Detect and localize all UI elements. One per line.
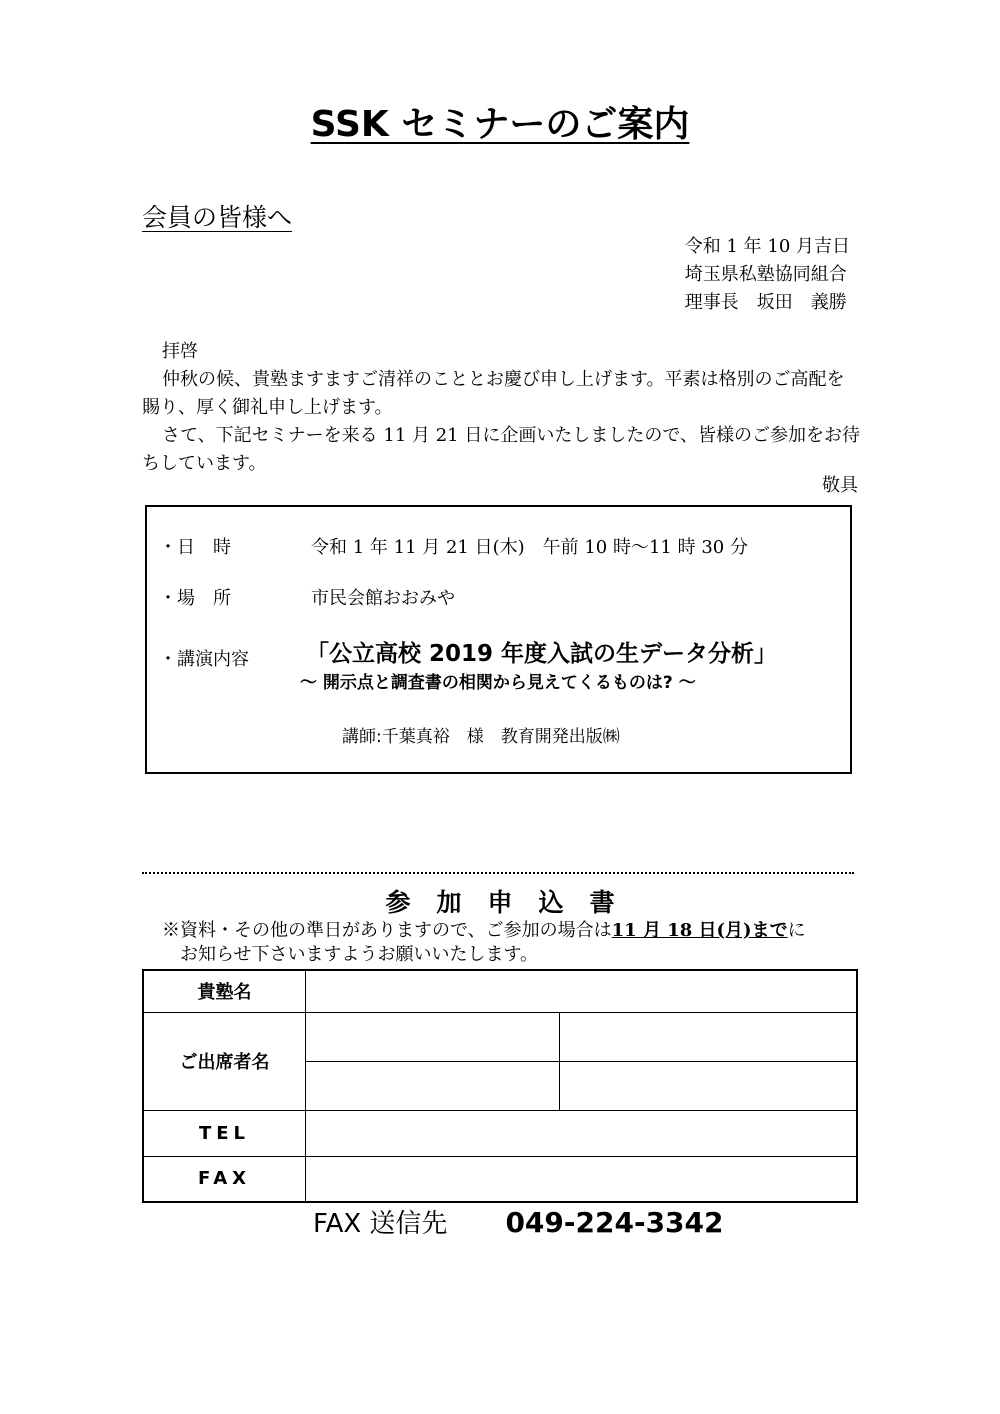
attendee-field-3[interactable] [306,1061,560,1110]
issue-date: 令和 1 年 10 月吉日 [684,236,850,257]
table-row [143,1156,857,1202]
tel-label: TEL [143,1110,306,1156]
datetime-value: 令和 1 年 11 月 21 日(木) 午前 10 時～11 時 30 分 [311,537,748,558]
table-row [143,1110,857,1156]
greeting-open: 拝啓 [162,341,198,362]
greeting-close: 敬具 [822,475,858,496]
fax-destination-number: 049-224-3342 [505,1206,724,1239]
table-row [143,970,857,1012]
letter-paragraph: さて、下記セミナーを来る 11 月 21 日に企画いたしましたので、皆様のご参加をお待ちしています。 [142,425,860,474]
fax-label: FAX [143,1156,306,1202]
form-note [162,919,806,967]
fax-field[interactable] [306,1156,858,1202]
content-label: ・講演内容 [159,649,249,670]
tel-field[interactable] [306,1110,858,1156]
lecture-subtitle: ～ 開示点と調査書の相関から見えてくるものは? ～ [300,673,696,693]
letter-paragraph: 仲秋の候、貴塾ますますご清祥のこととお慶び申し上げます。平素は格別のご高配を賜り、厚く御礼申し上げます。 [142,369,845,418]
lecture-title: 「公立高校 2019 年度入試の生データ分析」 [306,641,778,667]
school-name-label: 貴塾名 [143,970,306,1012]
page-title: SSK セミナーのご案内 [310,104,690,145]
fax-destination [313,1203,724,1240]
sender-block [685,233,850,317]
place-label: ・場 所 [159,588,231,609]
attendees-label: ご出席者名 [143,1012,306,1110]
note-line-1: ※資料・その他の準日がありますので、ご参加の場合は11 月 18 日(月)までに [162,920,806,941]
cut-line-divider [142,872,854,874]
lecturer-name: 講師:千葉真裕 様 教育開発出版㈱ [342,727,620,747]
attendee-field-2[interactable] [560,1012,858,1061]
datetime-label: ・日 時 [159,537,231,558]
attendee-field-4[interactable] [560,1061,858,1110]
school-name-field[interactable] [306,970,858,1012]
chairman-name: 理事長 坂田 義勝 [684,292,847,313]
salutation: 会員の皆様へ [142,203,293,232]
attendee-field-1[interactable] [306,1012,560,1061]
table-row [143,1012,857,1061]
letter-body [142,338,862,478]
place-value: 市民会館おおみや [311,588,455,609]
note-line-2: お知らせ下さいますようお願いいたします。 [180,944,539,965]
application-form-table [142,969,858,1203]
form-title: 参加申込書 [385,888,641,917]
deadline: 11 月 18 日(月)まで [611,920,788,941]
fax-destination-label: FAX 送信先 [313,1209,448,1239]
organization-name: 埼玉県私塾協同組合 [684,264,847,285]
